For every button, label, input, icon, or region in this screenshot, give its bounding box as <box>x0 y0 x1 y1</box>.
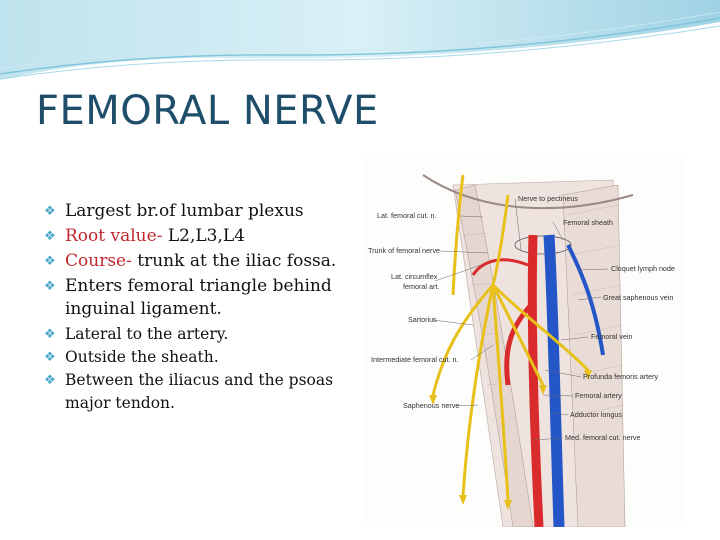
figure-label: Femoral artery <box>575 391 622 400</box>
bullet-item <box>44 323 354 346</box>
bullet-item <box>44 346 354 369</box>
bullet-item <box>44 369 354 415</box>
bullet-text: Lateral to the artery. <box>65 325 229 343</box>
bullet-item <box>44 275 354 321</box>
bullet-item <box>44 250 354 273</box>
bullet-list <box>44 200 354 415</box>
bullet-icon: ❖ <box>44 204 56 219</box>
figure-label: Lat. circumflex <box>391 272 438 281</box>
bullet-icon: ❖ <box>44 279 56 294</box>
bullet-item <box>44 225 354 248</box>
figure-label: femoral art. <box>403 282 440 291</box>
figure-label: Trunk of femoral nerve <box>368 246 441 255</box>
bullet-text: Between the iliacus and the psoas major tendon. <box>65 371 334 412</box>
slide-title: FEMORAL NERVE <box>36 88 379 134</box>
figure-label: Sartorius <box>408 315 437 324</box>
femoral-anatomy-illustration <box>363 155 685 527</box>
figure-label: Nerve to pectineus <box>518 194 578 203</box>
figure-label: Intermediate femoral cut. n. <box>371 355 459 364</box>
bullet-text: Largest br.of lumbar plexus <box>65 201 304 221</box>
figure-label: Great saphenous vein <box>603 293 674 302</box>
bullet-item <box>44 200 354 223</box>
bullet-icon: ❖ <box>44 254 56 269</box>
figure-label: Saphenous nerve <box>403 401 460 410</box>
bullet-icon: ❖ <box>44 373 56 388</box>
figure-label: Adductor longus <box>570 410 622 419</box>
bullet-icon: ❖ <box>44 327 56 342</box>
bullet-text: trunk at the iliac fossa. <box>131 251 337 271</box>
figure-label: Femoral sheath <box>563 218 613 227</box>
figure-label: Cloquet lymph node <box>611 264 675 273</box>
header-wave-decoration <box>0 0 720 90</box>
bullet-label: Course- <box>65 251 132 271</box>
figure-label: Med. femoral cut. nerve <box>565 433 641 442</box>
figure-label: Lat. femoral cut. n. <box>377 211 437 220</box>
bullet-icon: ❖ <box>44 350 56 365</box>
bullet-text: Enters femoral triangle behind inguinal ligament. <box>65 276 332 319</box>
bullet-text: L2,L3,L4 <box>162 226 245 246</box>
figure-label: Femoral vein <box>591 332 633 341</box>
figure-label: Profunda femoris artery <box>583 372 659 381</box>
bullet-text: Outside the sheath. <box>65 348 219 366</box>
bullet-label: Root value- <box>65 226 163 246</box>
bullet-icon: ❖ <box>44 229 56 244</box>
